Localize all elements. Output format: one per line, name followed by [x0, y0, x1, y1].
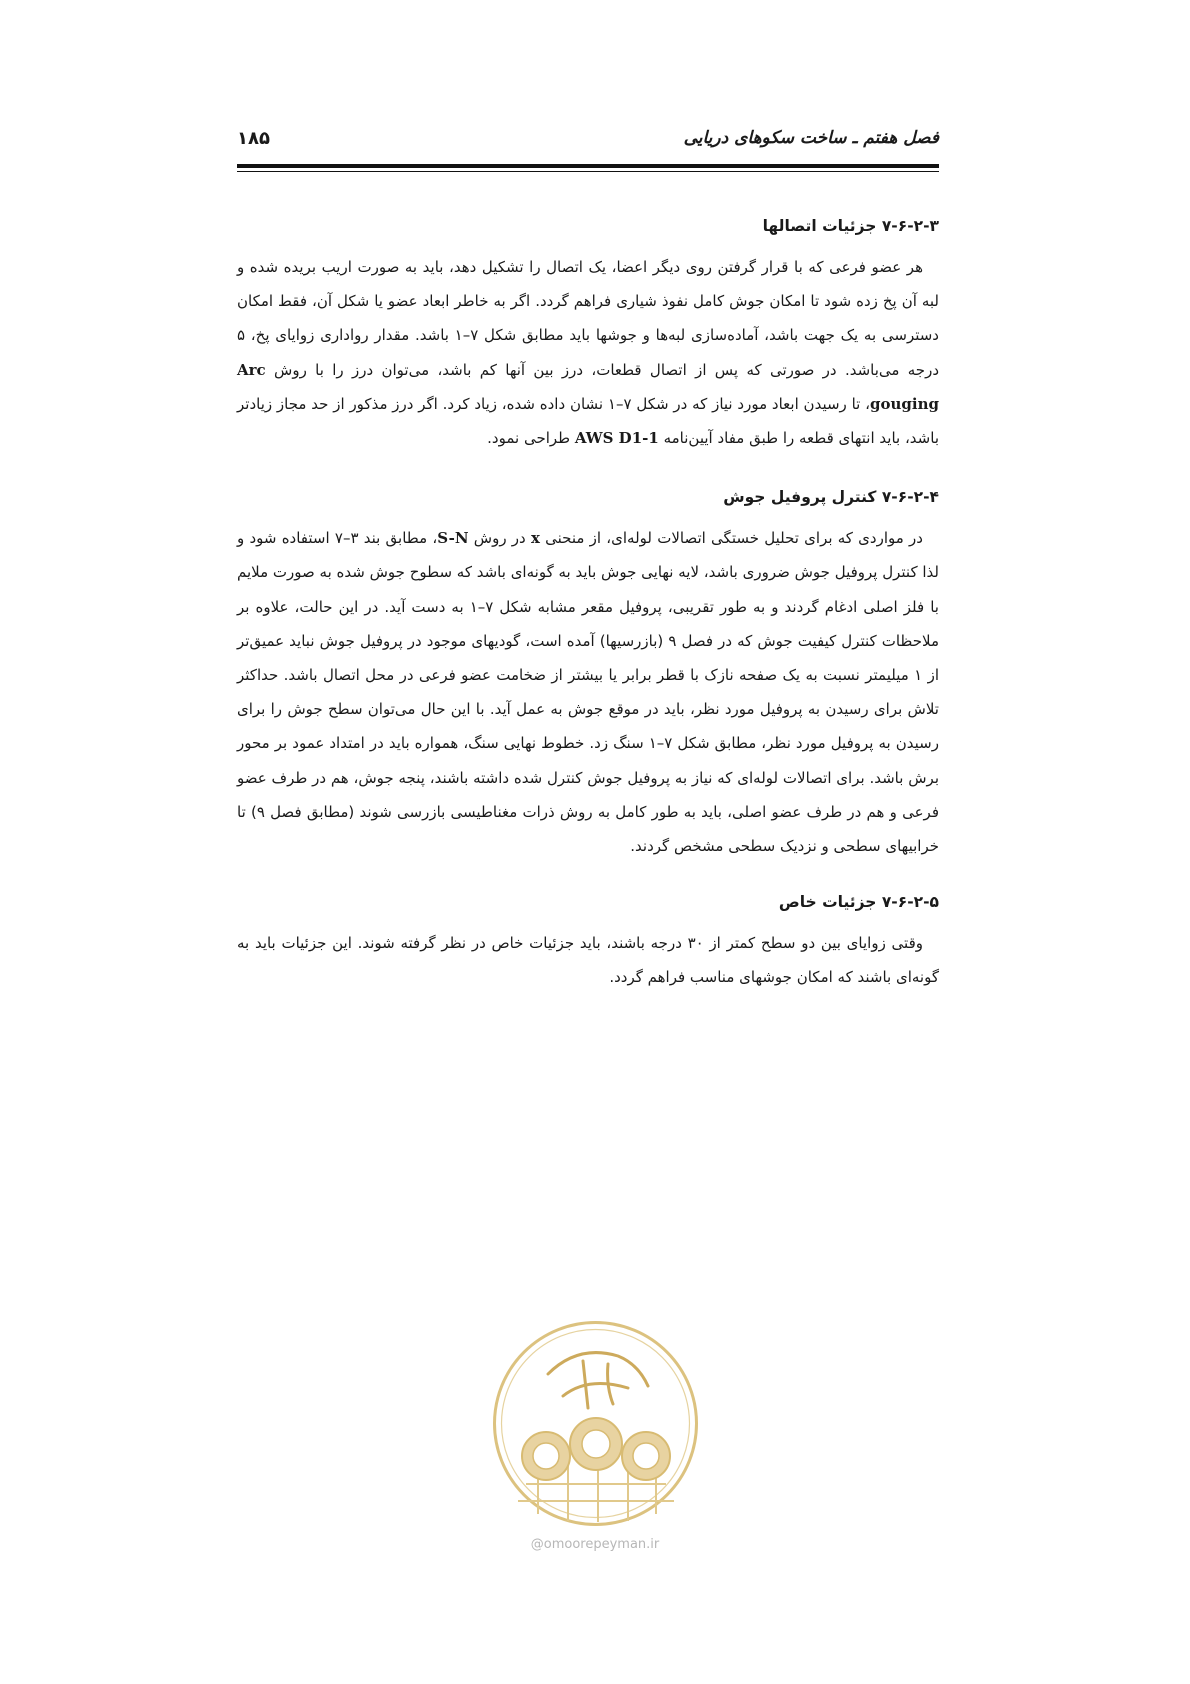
section-paragraph-weld-profile [237, 521, 939, 863]
section-heading-special-details: ۷-۶-۲-۵ جزئیات خاص [778, 893, 939, 912]
section-paragraph-connection-details [237, 250, 939, 455]
page-header [237, 128, 939, 154]
chapter-title: فصل هفتم ـ ساخت سکوهای دریایی [683, 128, 939, 148]
watermark-url-text: omoorepeyman.ir [543, 1537, 660, 1552]
section-heading-connection-details: ۷-۶-۲-۳ جزئیات اتصالها [762, 217, 939, 235]
text-run: ، مطابق بند ۳–۷ استفاده شود و لذا کنترل پروفیل جوش ضروری باشد، لایه نهایی جوش باید به گونه‌ای باشد که سطوح جوش شده به صورت ملایم با فلز اصلی ادغام گردند و به طور تقریبی، پروفیل مقعر مشابه شکل ۷–۱ به دست آید. در این حالت، علاوه بر ملاحظات کنترل کیفیت جوش که در فصل ۹ (بازرسیها) آمده است، گودیهای موجود در پروفیل جوش نباید عمیق‌تر از ۱ میلیمتر نسبت به یک صفحه نازک با قطر برابر یا بیشتر از ضخامت عضو فرعی در محل اتصال باشد. حداکثر تلاش برای رسیدن به پروفیل مورد نظر، باید در موقع جوش به عمل آید. با این حال می‌توان سطح جوش را برای رسیدن به پروفیل مورد نظر، مطابق شکل ۷–۱ سنگ زد. خطوط نهایی سنگ، همواره باید در امتداد عمود بر محور برش باشد. برای اتصالات لوله‌ای که نیاز به پروفیل جوش کنترل شده داشته باشند، پنجه جوش، هم در طرف عضو فرعی و هم در طرف عضو اصلی، باید به طور کامل به روش ذرات مغناطیسی بازرسی شوند (مطابق فصل ۹) تا خرابیهای سطحی و نزدیک سطحی مشخص گردند. [237, 529, 939, 856]
watermark-logo [488, 1316, 703, 1531]
text-run: هر عضو فرعی که با قرار گرفتن روی دیگر اعضا، یک اتصال را تشکیل دهد، باید به صورت اریب بریده شده و لبه آن پخ زده شود تا امکان جوش کامل نفوذ شیاری فراهم گردد. اگر به خاطر ابعاد عضو یا شکل آن، فقط امکان دسترسی به یک جهت باشد، آماده‌سازی لبه‌ها و جوشها باید مطابق شکل ۷–۱ باشد. مقدار رواداری زوایای پخ، ۵ درجه می‌باشد. در صورتی که پس از اتصال قطعات، درز بین آنها کم باشد، می‌توان درز را با روش [237, 258, 939, 379]
text-run: ، تا رسیدن ابعاد مورد نیاز که در شکل ۷–۱ نشان داده شده، زیاد کرد. اگر درز مذکور از حد مجاز زیادتر باشد، باید انتهای قطعه را طبق مفاد آیین‌نامه [237, 394, 939, 448]
text-run: طراحی نمود. [487, 429, 571, 448]
page-number: ۱۸۵ [237, 128, 270, 149]
arc-gouging-term: Arc gouging [237, 360, 939, 413]
text-run: در روش [473, 529, 526, 548]
header-rule-thick [237, 164, 939, 168]
sn-method-term: S-N [437, 529, 469, 548]
section-paragraph-special-details: وقتی زوایای بین دو سطح کمتر از ۳۰ درجه باشند، باید جزئیات خاص در نظر گرفته شوند. این جزئیات باید به گونه‌ای باشند که امکان جوشهای مناسب فراهم گردد. [237, 934, 939, 987]
text-run: در مواردی که برای تحلیل خستگی اتصالات لوله‌ای، از منحنی [545, 529, 923, 548]
section-heading-weld-profile: ۷-۶-۲-۴ کنترل پروفیل جوش [723, 488, 939, 507]
curve-x-term: x [530, 529, 540, 548]
page-content [237, 212, 939, 995]
aws-code-term: AWS D1-1 [574, 429, 659, 448]
header-rule-thin [237, 171, 939, 172]
watermark-url [490, 1537, 700, 1552]
at-icon: @ [530, 1537, 544, 1552]
